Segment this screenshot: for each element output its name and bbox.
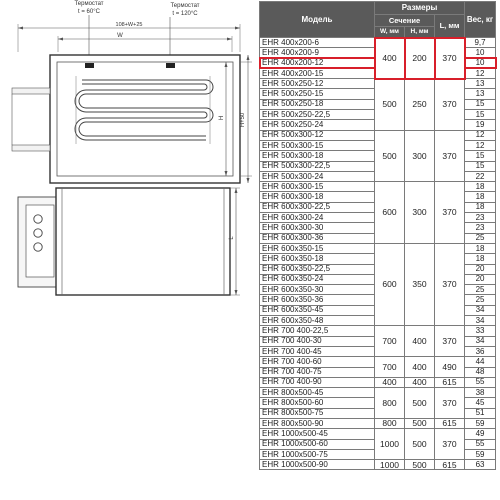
model-cell: EHR 500x250-24 xyxy=(260,120,375,130)
weight-cell: 36 xyxy=(465,346,496,356)
width-cell: 600 xyxy=(375,182,405,244)
weight-cell: 34 xyxy=(465,336,496,346)
weight-cell: 18 xyxy=(465,202,496,212)
weight-cell: 18 xyxy=(465,243,496,253)
model-cell: EHR 1000x500-60 xyxy=(260,439,375,449)
table-row xyxy=(260,79,496,89)
header-weight: Вес, кг xyxy=(465,2,496,38)
model-cell: EHR 700 400-60 xyxy=(260,357,375,367)
weight-cell: 25 xyxy=(465,233,496,243)
weight-cell: 15 xyxy=(465,161,496,171)
model-cell: EHR 800x500-90 xyxy=(260,418,375,428)
height-cell: 500 xyxy=(405,388,435,419)
thermostat-left-label: Термостат xyxy=(74,1,104,7)
width-cell: 800 xyxy=(375,418,405,428)
model-cell: EHR 700 400-45 xyxy=(260,346,375,356)
height-cell: 500 xyxy=(405,460,435,470)
width-cell: 500 xyxy=(375,130,405,181)
weight-cell: 10 xyxy=(465,58,496,68)
header-length: L, мм xyxy=(435,15,465,38)
height-cell: 500 xyxy=(405,429,435,460)
model-cell: EHR 500x250-15 xyxy=(260,89,375,99)
table-row xyxy=(260,388,496,398)
length-cell: 370 xyxy=(435,388,465,419)
model-cell: EHR 700 400-22,5 xyxy=(260,326,375,336)
height-cell: 300 xyxy=(405,130,435,181)
width-cell: 500 xyxy=(375,79,405,130)
height-cell: 250 xyxy=(405,79,435,130)
model-cell: EHR 600x350-48 xyxy=(260,316,375,326)
width-cell: 600 xyxy=(375,243,405,325)
width-cell: 400 xyxy=(375,38,405,79)
weight-cell: 63 xyxy=(465,460,496,470)
weight-cell: 22 xyxy=(465,171,496,181)
model-cell: EHR 600x300-15 xyxy=(260,182,375,192)
header-section: Сечение xyxy=(375,15,435,27)
model-cell: EHR 600x350-30 xyxy=(260,285,375,295)
model-cell: EHR 600x350-45 xyxy=(260,305,375,315)
header-model: Модель xyxy=(260,2,375,38)
length-cell: 370 xyxy=(435,182,465,244)
model-cell: EHR 700 400-90 xyxy=(260,377,375,387)
weight-cell: 23 xyxy=(465,213,496,223)
weight-cell: 12 xyxy=(465,130,496,140)
model-cell: EHR 500x250-12 xyxy=(260,79,375,89)
model-cell: EHR 800x500-45 xyxy=(260,388,375,398)
model-cell: EHR 1000x500-90 xyxy=(260,460,375,470)
length-cell: 615 xyxy=(435,460,465,470)
height-cell: 200 xyxy=(405,38,435,79)
height-cell: 300 xyxy=(405,182,435,244)
weight-cell: 25 xyxy=(465,285,496,295)
thermostat-120-icon xyxy=(166,63,175,68)
width-cell: 400 xyxy=(375,377,405,387)
table-row xyxy=(260,418,496,428)
weight-cell: 44 xyxy=(465,357,496,367)
header-sizes: Размеры xyxy=(375,2,465,15)
weight-cell: 20 xyxy=(465,274,496,284)
weight-cell: 12 xyxy=(465,68,496,78)
spec-table xyxy=(259,1,496,470)
weight-cell: 59 xyxy=(465,418,496,428)
weight-cell: 18 xyxy=(465,254,496,264)
model-cell: EHR 400x200-15 xyxy=(260,68,375,78)
table-row xyxy=(260,130,496,140)
model-cell: EHR 500x300-12 xyxy=(260,130,375,140)
weight-cell: 49 xyxy=(465,429,496,439)
weight-cell: 55 xyxy=(465,439,496,449)
model-cell: EHR 600x350-24 xyxy=(260,274,375,284)
model-cell: EHR 600x300-36 xyxy=(260,233,375,243)
model-cell: EHR 1000x500-45 xyxy=(260,429,375,439)
height-cell: 400 xyxy=(405,357,435,378)
header-height: H, мм xyxy=(405,27,435,38)
width-cell: 700 xyxy=(375,326,405,357)
dim-height: H xyxy=(219,115,225,121)
width-cell: 1000 xyxy=(375,460,405,470)
length-cell: 370 xyxy=(435,326,465,357)
weight-cell: 18 xyxy=(465,192,496,202)
dim-outer-width: 108+W+25 xyxy=(115,22,143,28)
weight-cell: 23 xyxy=(465,223,496,233)
weight-cell: 15 xyxy=(465,151,496,161)
length-cell: 370 xyxy=(435,79,465,130)
model-cell: EHR 400x200-12 xyxy=(260,58,375,68)
model-cell: EHR 700 400-75 xyxy=(260,367,375,377)
model-cell: EHR 500x300-22,5 xyxy=(260,161,375,171)
weight-cell: 25 xyxy=(465,295,496,305)
weight-cell: 18 xyxy=(465,182,496,192)
width-cell: 800 xyxy=(375,388,405,419)
model-cell: EHR 800x500-75 xyxy=(260,408,375,418)
weight-cell: 9,7 xyxy=(465,38,496,48)
weight-cell: 34 xyxy=(465,305,496,315)
height-cell: 350 xyxy=(405,243,435,325)
weight-cell: 34 xyxy=(465,316,496,326)
length-cell: 370 xyxy=(435,429,465,460)
weight-cell: 33 xyxy=(465,326,496,336)
model-cell: EHR 500x300-18 xyxy=(260,151,375,161)
model-cell: EHR 800x500-60 xyxy=(260,398,375,408)
width-cell: 1000 xyxy=(375,429,405,460)
thermostat-left-temp: t = 60°C xyxy=(78,9,100,15)
table-row xyxy=(260,377,496,387)
weight-cell: 38 xyxy=(465,388,496,398)
thermostat-right-temp: t = 120°C xyxy=(172,11,198,17)
height-cell: 500 xyxy=(405,418,435,428)
dim-width: W xyxy=(117,33,123,39)
length-cell: 615 xyxy=(435,377,465,387)
dim-length: L xyxy=(229,236,235,240)
table-row xyxy=(260,182,496,192)
model-cell: EHR 600x300-24 xyxy=(260,213,375,223)
weight-cell: 10 xyxy=(465,48,496,58)
weight-cell: 45 xyxy=(465,398,496,408)
weight-cell: 13 xyxy=(465,79,496,89)
length-cell: 370 xyxy=(435,130,465,181)
length-cell: 490 xyxy=(435,357,465,378)
thermostat-right-label: Термостат xyxy=(170,3,200,9)
table-row xyxy=(260,326,496,336)
weight-cell: 19 xyxy=(465,120,496,130)
weight-cell: 55 xyxy=(465,377,496,387)
model-cell: EHR 1000x500-75 xyxy=(260,449,375,459)
model-cell: EHR 600x300-18 xyxy=(260,192,375,202)
model-cell: EHR 500x250-18 xyxy=(260,99,375,109)
model-cell: EHR 500x300-15 xyxy=(260,140,375,150)
length-cell: 615 xyxy=(435,418,465,428)
table-row xyxy=(260,243,496,253)
model-cell: EHR 400x200-9 xyxy=(260,48,375,58)
table-row xyxy=(260,429,496,439)
width-cell: 700 xyxy=(375,357,405,378)
length-cell: 370 xyxy=(435,243,465,325)
model-cell: EHR 500x250-22,5 xyxy=(260,110,375,120)
table-row xyxy=(260,460,496,470)
model-cell: EHR 600x350-18 xyxy=(260,254,375,264)
height-cell: 400 xyxy=(405,326,435,357)
model-cell: EHR 500x300-24 xyxy=(260,171,375,181)
weight-cell: 12 xyxy=(465,140,496,150)
table-row xyxy=(260,38,496,48)
weight-cell: 15 xyxy=(465,110,496,120)
header-width: W, мм xyxy=(375,27,405,38)
model-cell: EHR 600x350-36 xyxy=(260,295,375,305)
model-cell: EHR 400x200-6 xyxy=(260,38,375,48)
model-cell: EHR 600x300-30 xyxy=(260,223,375,233)
model-cell: EHR 600x300-22,5 xyxy=(260,202,375,212)
dim-outer-height: H+50 xyxy=(240,112,246,128)
weight-cell: 15 xyxy=(465,99,496,109)
weight-cell: 51 xyxy=(465,408,496,418)
weight-cell: 59 xyxy=(465,449,496,459)
model-cell: EHR 600x350-15 xyxy=(260,243,375,253)
model-cell: EHR 700 400-30 xyxy=(260,336,375,346)
weight-cell: 13 xyxy=(465,89,496,99)
length-cell: 370 xyxy=(435,38,465,79)
model-cell: EHR 600x350-22,5 xyxy=(260,264,375,274)
weight-cell: 20 xyxy=(465,264,496,274)
thermostat-60-icon xyxy=(85,63,94,68)
weight-cell: 48 xyxy=(465,367,496,377)
height-cell: 400 xyxy=(405,377,435,387)
table-row xyxy=(260,357,496,367)
